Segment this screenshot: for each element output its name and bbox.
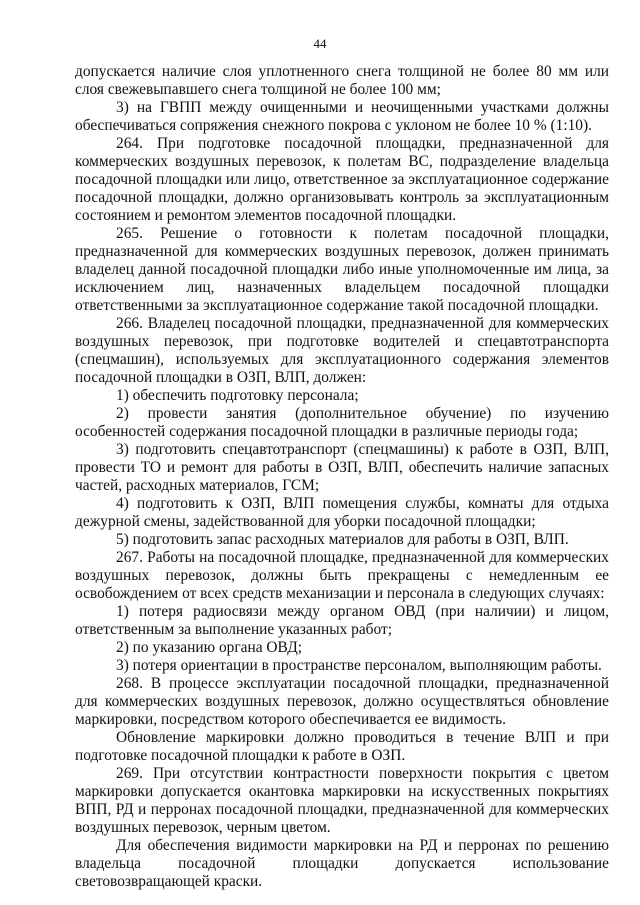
- paragraph: допускается наличие слоя уплотненного снега толщиной не более 80 мм или слоя свежевыпавшего снега толщиной не более 100 мм;: [75, 63, 609, 98]
- paragraph: 269. При отсутствии контрастности поверхности покрытия с цветом маркировки допускается окантовка маркировки на искусственных покрытиях ВПП, РД и перронах посадочной площадки, предназначенной для коммерческих воздушных перевозок, черным цветом.: [75, 765, 609, 836]
- paragraph: 3) подготовить спецавтотранспорт (спецмашины) к работе в ОЗП, ВЛП, провести ТО и ремонт для работы в ОЗП, ВЛП, обеспечить наличие запасных частей, расходных материалов, ГСМ;: [75, 441, 609, 494]
- paragraph: 264. При подготовке посадочной площадки, предназначенной для коммерческих воздушных перевозок, к полетам ВС, подразделение владельца посадочной площадки или лицо, ответственное за эксплуатационное содержание посадочной площадки, должно организовывать контроль за эксплуатационным состоянием и ремонтом элементов посадочной площадки.: [75, 135, 609, 224]
- page-number: 44: [313, 36, 327, 51]
- paragraph: 267. Работы на посадочной площадке, предназначенной для коммерческих воздушных перевозок, должны быть прекращены с немедленным ее освобождением от всех средств механизации и персонала в следующих случаях:: [75, 549, 609, 602]
- paragraph: 1) потеря радиосвязи между органом ОВД (при наличии) и лицом, ответственным за выполнение указанных работ;: [75, 603, 609, 638]
- paragraph: 265. Решение о готовности к полетам посадочной площадки, предназначенной для коммерческих воздушных перевозок, должен принимать владелец данной посадочной площадки либо иные уполномоченные им лица, за исключением лиц, назначенных владельцем посадочной площадки ответственными за эксплуатационное содержание такой посадочной площадки.: [75, 225, 609, 314]
- paragraph: 4) подготовить к ОЗП, ВЛП помещения службы, комнаты для отдыха дежурной смены, задействованной для уборки посадочной площадки;: [75, 495, 609, 530]
- paragraph: 266. Владелец посадочной площадки, предназначенной для коммерческих воздушных перевозок, при подготовке водителей и спецавтотранспорта (спецмашин), используемых для эксплуатационного содержания элементов посадочной площадки в ОЗП, ВЛП, должен:: [75, 315, 609, 386]
- paragraph: 268. В процессе эксплуатации посадочной площадки, предназначенной для коммерческих воздушных перевозок, должно осуществляться обновление маркировки, посредством которого обеспечивается ее видимость.: [75, 675, 609, 728]
- paragraph: Обновление маркировки должно проводиться в течение ВЛП и при подготовке посадочной площадки к работе в ОЗП.: [75, 729, 609, 764]
- paragraph: 3) на ГВПП между очищенными и неочищенными участками должны обеспечиваться сопряжения снежного покрова с уклоном не более 10 % (1:10).: [75, 99, 609, 134]
- paragraph: 2) по указанию органа ОВД;: [116, 639, 302, 656]
- paragraph: Для обеспечения видимости маркировки на РД и перронах по решению владельца посадочной площадки допускается использование световозвращающей краски.: [75, 837, 609, 890]
- paragraph: 3) потеря ориентации в пространстве персоналом, выполняющим работы.: [116, 657, 602, 674]
- paragraph: 2) провести занятия (дополнительное обучение) по изучению особенностей содержания посадочной площадки в различные периоды года;: [75, 405, 609, 440]
- document-body: [75, 63, 609, 891]
- paragraph: 5) подготовить запас расходных материалов для работы в ОЗП, ВЛП.: [116, 531, 569, 548]
- paragraph: 1) обеспечить подготовку персонала;: [116, 387, 359, 404]
